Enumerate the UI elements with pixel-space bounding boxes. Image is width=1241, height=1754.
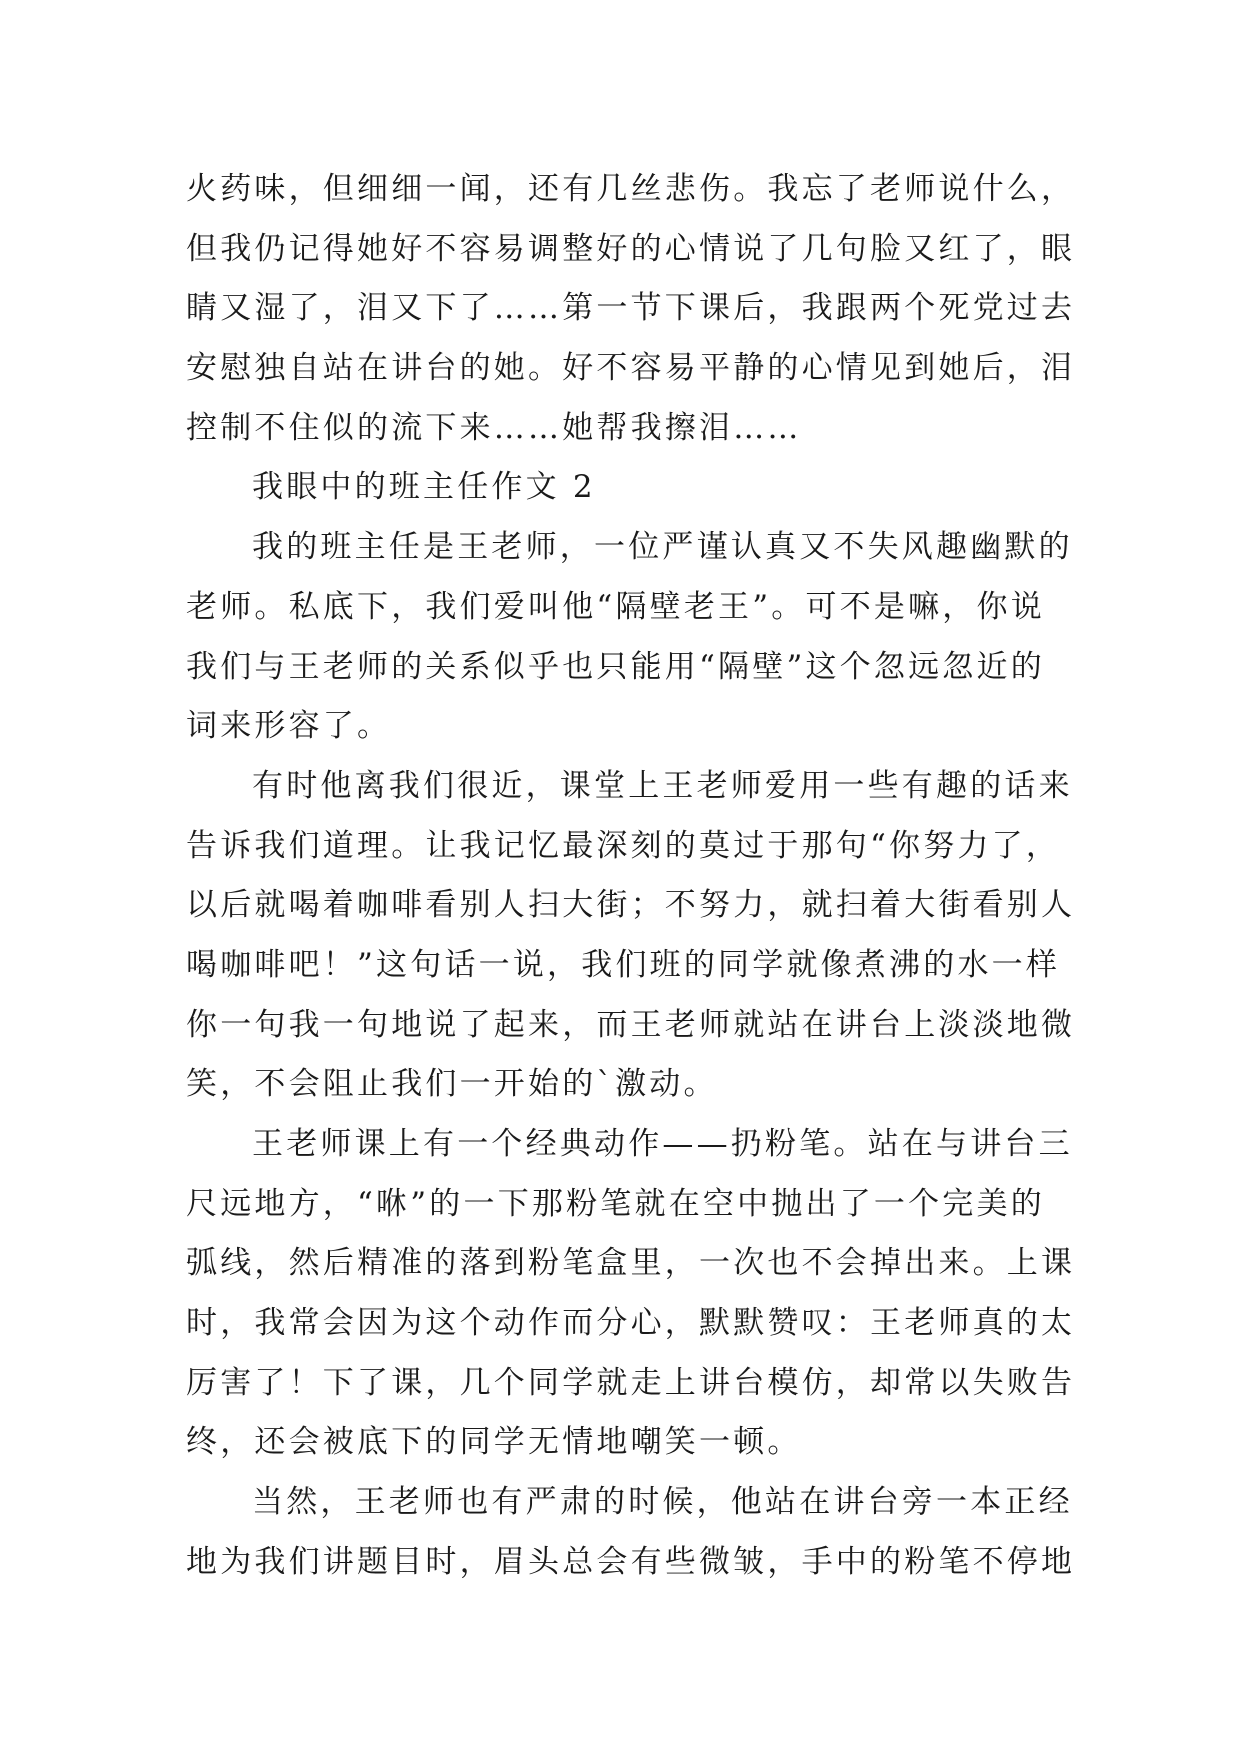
text-line: 当然，王老师也有严肃的时候，他站在讲台旁一本正经 [252,1484,1073,1521]
text-line: 弧线，然后精准的落到粉笔盒里，一次也不会掉出来。上课 [186,1245,1076,1282]
text-line: 有时他离我们很近，课堂上王老师爱用一些有趣的话来 [252,767,1073,804]
text-line: 但我仍记得她好不容易调整好的心情说了几句脸又红了，眼 [186,230,1076,267]
text-line: 你一句我一句地说了起来，而王老师就站在讲台上淡淡地微 [186,1006,1076,1043]
text-line: 以后就喝着咖啡看别人扫大街；不努力，就扫着大街看别人 [186,887,1076,924]
text-line: 笑，不会阻止我们一开始的`激动。 [186,1066,718,1103]
essay-title: 我眼中的班主任作文 2 [252,469,596,506]
text-line: 火药味，但细细一闻，还有几丝悲伤。我忘了老师说什么， [186,171,1076,207]
text-line: 王老师课上有一个经典动作——扔粉笔。站在与讲台三 [252,1126,1073,1162]
text-line: 告诉我们道理。让我记忆最深刻的莫过于那句“你努力了， [186,827,1061,864]
text-line: 控制不住似的流下来……她帮我擦泪…… [186,409,802,446]
text-line: 我的班主任是王老师，一位严谨认真又不失风趣幽默的 [252,529,1073,566]
text-line: 时，我常会因为这个动作而分心，默默赞叹：王老师真的太 [186,1305,1076,1342]
text-line: 老师。私底下，我们爱叫他“隔壁老王”。可不是嘛，你说 [186,588,1045,625]
text-line: 厉害了！下了课，几个同学就走上讲台模仿，却常以失败告 [186,1364,1076,1401]
text-line: 喝咖啡吧！”这句话一说，我们班的同学就像煮沸的水一样 [186,946,1061,983]
text-line: 词来形容了。 [186,708,392,745]
text-line: 睛又湿了，泪又下了……第一节下课后，我跟两个死党过去 [186,290,1076,327]
essay-body [186,160,1076,1593]
text-line: 尺远地方，“咻”的一下那粉笔就在空中抛出了一个完美的 [186,1185,1045,1222]
text-line: 安慰独自站在讲台的她。好不容易平静的心情见到她后，泪 [186,350,1076,387]
text-line: 地为我们讲题目时，眉头总会有些微皱，手中的粉笔不停地 [186,1543,1076,1580]
text-line: 我们与王老师的关系似乎也只能用“隔壁”这个忽远忽近的 [186,648,1045,685]
text-line: 终，还会被底下的同学无情地嘲笑一顿。 [186,1424,802,1461]
